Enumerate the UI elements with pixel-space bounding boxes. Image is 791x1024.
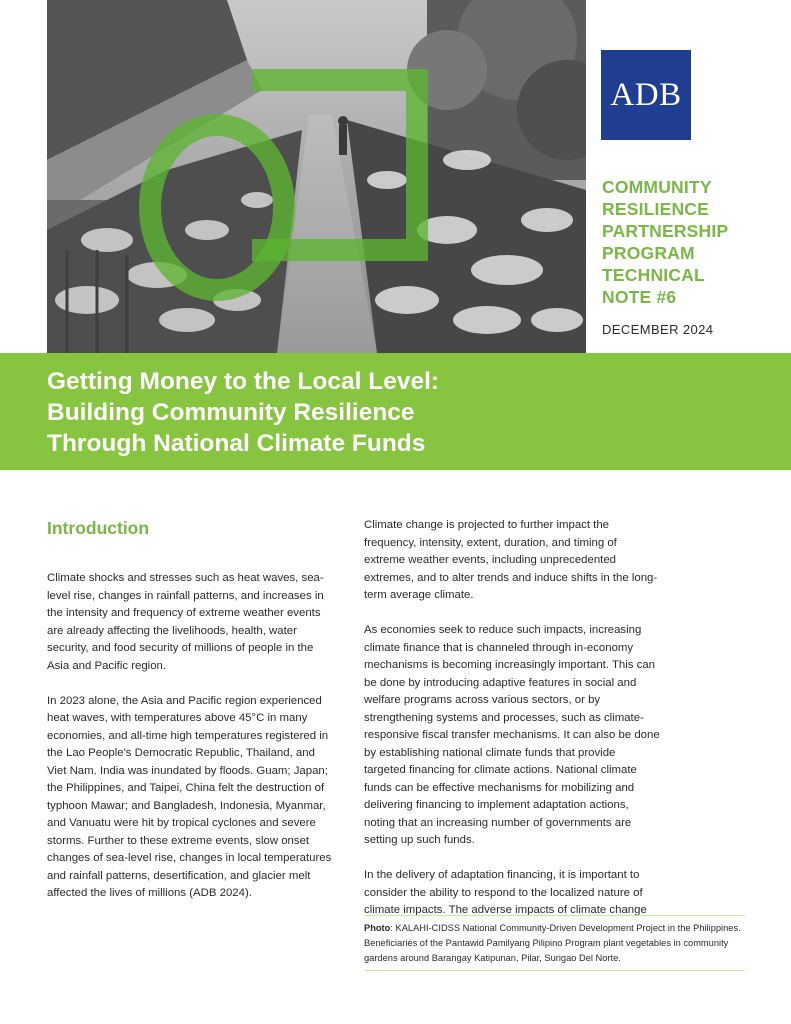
title-line: Getting Money to the Local Level: [47,368,440,395]
section-heading-introduction: Introduction [47,518,150,538]
title-line: Building Community Resilience [47,399,415,426]
paragraph: As economies seek to reduce such impacts, increasing climate finance that is channeled through in-economy mechanisms is becoming increasingly important. This can be done by introducing adaptive features in social and welfare programs across various sectors, or by strengthening systems and processes, such as climate-responsive fiscal transfer mechanisms. It can also be done by establishing national climate funds that provide targeted financing for climate actions. National climate funds can be effective mechanisms for mobilizing and delivering financing to implement adaptation actions, noting that an increasing number of governments are setting up such funds. [364,624,660,846]
series-line: COMMUNITY [602,177,712,197]
title-band [0,353,791,470]
community-garden-photo-icon [47,0,586,353]
cover-photo [47,0,586,353]
title-line: Through National Climate Funds [47,430,426,457]
photo-caption [364,915,745,971]
page-title [47,366,439,459]
series-label [602,176,772,308]
paragraph: In 2023 alone, the Asia and Pacific region experienced heat waves, with temperatures above 45°C in many economies, and all-time high temperatures registered in the Lao People's Democratic Republic, Thailand, and Viet Nam. India was inundated by floods. Guam; Japan; the Philippines, and Taipei, China felt the destruction of typhoon Mawar; and Bangladesh, Indonesia, Myanmar, and Vanuatu were hit by tropical cyclones and severe storms. Further to these extreme events, slow onset changes of sea-level rise, changes in local temperatures and rainfall patterns, desertification, and glacier melt affected the lives of millions (ADB 2024). [47,694,332,899]
paragraph: Climate shocks and stresses such as heat waves, sea-level rise, changes in rainfall patterns, and increases in the intensity and frequency of extreme weather events are already affecting the livelihoods, health, water security, and food security of millions of people in the Asia and Pacific region. [47,572,324,672]
series-line: RESILIENCE [602,199,710,219]
left-column [47,570,337,920]
adb-logo [601,50,691,140]
caption-label: Photo [364,923,391,933]
right-column [364,517,660,937]
paragraph: In the delivery of adaptation financing, it is important to consider the ability to respond to the localized nature of climate impacts. The adverse impacts of climate change [364,869,647,916]
paragraph: Climate change is projected to further impact the frequency, intensity, extent, duration, and timing of extreme weather events, including unprecedented extremes, and to alter trends and induce shifts in the long-term average climate. [364,519,658,601]
series-line: PARTNERSHIP [602,221,729,241]
publication-date: DECEMBER 2024 [602,322,714,337]
series-line: NOTE #6 [602,287,677,307]
series-line: PROGRAM [602,243,695,263]
adb-logo-text: ADB [610,76,682,113]
caption-text: : KALAHI-CIDSS National Community-Driven Development Project in the Philippines. Beneficiaries of the Pantawid Pamilyang Pilipino Program plant vegetables in community gardens around Barangay Katipunan, Pilar, Surigao Del Norte. [364,923,741,963]
series-line: TECHNICAL [602,265,705,285]
